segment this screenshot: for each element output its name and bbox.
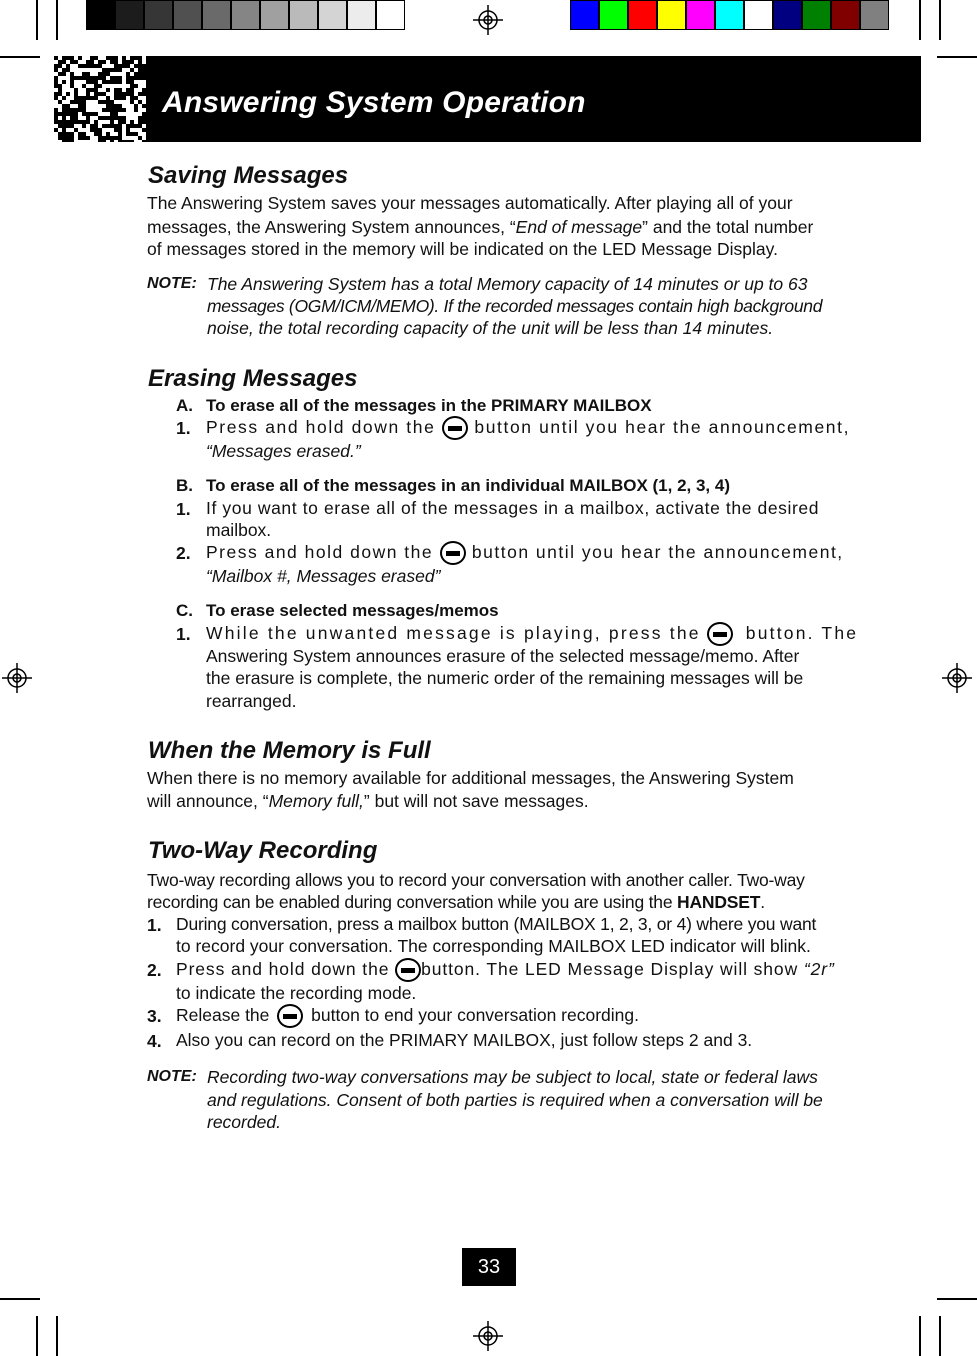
color-swatch <box>628 0 657 30</box>
step-number: 2. <box>147 960 162 980</box>
step-line: Answering System announces erasure of the selected message/memo. After <box>206 646 800 666</box>
color-swatch <box>686 0 715 30</box>
step-line: to indicate the recording mode. <box>176 983 417 1003</box>
subsection-title: To erase all of the messages in the PRIMARY MAILBOX <box>206 396 652 415</box>
paragraph-line: When there is no memory available for additional messages, the Answering System <box>147 768 794 788</box>
color-swatch <box>318 0 347 30</box>
page-number: 33 <box>462 1248 516 1286</box>
paragraph-line: will announce, “Memory full,” but will not save messages. <box>147 791 589 811</box>
note-line: messages (OGM/ICM/MEMO). If the recorded messages contain high background <box>207 296 823 316</box>
step-number: 1. <box>176 624 191 644</box>
step-line: mailbox. <box>206 520 272 540</box>
crop-mark <box>937 1298 977 1300</box>
step-line: rearranged. <box>206 691 297 711</box>
step-line: “Messages erased.” <box>206 441 361 461</box>
delete-button-icon <box>707 622 733 646</box>
color-swatch <box>376 0 405 30</box>
crop-mark <box>0 1298 40 1300</box>
step-line: While the unwanted message is playing, press the button. The <box>206 622 858 646</box>
color-calibration-bar <box>570 0 889 30</box>
crop-mark <box>939 0 941 40</box>
color-swatch <box>144 0 173 30</box>
color-swatch <box>289 0 318 30</box>
crop-mark <box>937 56 977 58</box>
step-number: 1. <box>176 499 191 519</box>
delete-button-icon <box>442 416 468 440</box>
record-button-icon <box>395 958 421 982</box>
subsection-label: A. <box>176 396 193 415</box>
crop-mark <box>919 0 921 40</box>
color-swatch <box>260 0 289 30</box>
section-heading-memory-full: When the Memory is Full <box>148 737 431 764</box>
step-number: 1. <box>176 418 191 438</box>
note-line: The Answering System has a total Memory capacity of 14 minutes or up to 63 <box>207 274 808 294</box>
note-line: recorded. <box>207 1112 281 1132</box>
subsection-label: B. <box>176 476 193 495</box>
crop-mark <box>0 56 40 58</box>
step-number: 2. <box>176 543 191 563</box>
section-heading-two-way: Two-Way Recording <box>148 837 378 864</box>
section-heading-erasing: Erasing Messages <box>148 365 358 392</box>
crop-mark <box>919 1316 921 1356</box>
step-line: Press and hold down the button until you hear the announcement, <box>206 541 844 565</box>
crop-mark <box>36 1316 38 1356</box>
step-line: During conversation, press a mailbox button (MAILBOX 1, 2, 3, or 4) where you want <box>176 914 817 934</box>
delete-button-icon <box>440 541 466 565</box>
step-line: Press and hold down the button until you hear the announcement, <box>206 416 850 440</box>
subsection-title: To erase all of the messages in an individual MAILBOX (1, 2, 3, 4) <box>206 476 730 495</box>
step-line: Also you can record on the PRIMARY MAILBOX, just follow steps 2 and 3. <box>176 1030 753 1050</box>
step-number: 3. <box>147 1006 162 1026</box>
page-title: Answering System Operation <box>162 86 586 119</box>
subsection-title: To erase selected messages/memos <box>206 601 499 620</box>
step-number: 1. <box>147 915 162 935</box>
color-swatch <box>657 0 686 30</box>
registration-mark-icon <box>473 5 503 35</box>
paragraph-line: messages, the Answering System announces, “End of message” and the total number <box>147 217 814 237</box>
record-button-icon <box>277 1004 303 1028</box>
color-swatch <box>173 0 202 30</box>
crop-mark <box>56 0 58 40</box>
color-swatch <box>86 0 115 30</box>
color-swatch <box>744 0 773 30</box>
color-swatch <box>599 0 628 30</box>
section-heading-saving: Saving Messages <box>148 162 349 189</box>
note-label: NOTE: <box>147 275 197 292</box>
checker-pattern-icon <box>54 56 146 142</box>
color-swatch <box>831 0 860 30</box>
color-swatch <box>570 0 599 30</box>
color-swatch <box>115 0 144 30</box>
registration-mark-icon <box>942 663 972 693</box>
subsection-label: C. <box>176 601 193 620</box>
step-line: Release the button to end your conversation recording. <box>176 1004 639 1028</box>
crop-mark <box>939 1316 941 1356</box>
color-swatch <box>802 0 831 30</box>
paragraph-line: recording can be enabled during conversation while you are using the HANDSET. <box>147 892 765 912</box>
step-line: the erasure is complete, the numeric order of the remaining messages will be <box>206 668 804 688</box>
gray-calibration-bar <box>86 0 405 30</box>
step-number: 4. <box>147 1031 162 1051</box>
paragraph-line: of messages stored in the memory will be indicated on the LED Message Display. <box>147 239 778 259</box>
step-line: If you want to erase all of the messages in a mailbox, activate the desired <box>206 498 820 518</box>
note-label: NOTE: <box>147 1068 197 1085</box>
registration-mark-icon <box>473 1321 503 1351</box>
color-swatch <box>347 0 376 30</box>
color-swatch <box>773 0 802 30</box>
crop-mark <box>56 1316 58 1356</box>
crop-mark <box>36 0 38 40</box>
note-line: and regulations. Consent of both parties is required when a conversation will be <box>207 1090 823 1110</box>
paragraph-line: The Answering System saves your messages automatically. After playing all of your <box>147 193 793 213</box>
note-line: noise, the total recording capacity of the unit will be less than 14 minutes. <box>207 318 774 338</box>
color-swatch <box>715 0 744 30</box>
step-line: Press and hold down the button. The LED Message Display will show “2r” <box>176 958 835 982</box>
step-line: “Mailbox #, Messages erased” <box>206 566 441 586</box>
color-swatch <box>231 0 260 30</box>
registration-mark-icon <box>2 663 32 693</box>
note-line: Recording two-way conversations may be subject to local, state or federal laws <box>207 1067 818 1087</box>
header-banner <box>146 56 921 142</box>
color-swatch <box>202 0 231 30</box>
step-line: to record your conversation. The corresponding MAILBOX LED indicator will blink. <box>176 936 811 956</box>
color-swatch <box>860 0 889 30</box>
paragraph-line: Two-way recording allows you to record your conversation with another caller. Two-way <box>147 870 805 890</box>
